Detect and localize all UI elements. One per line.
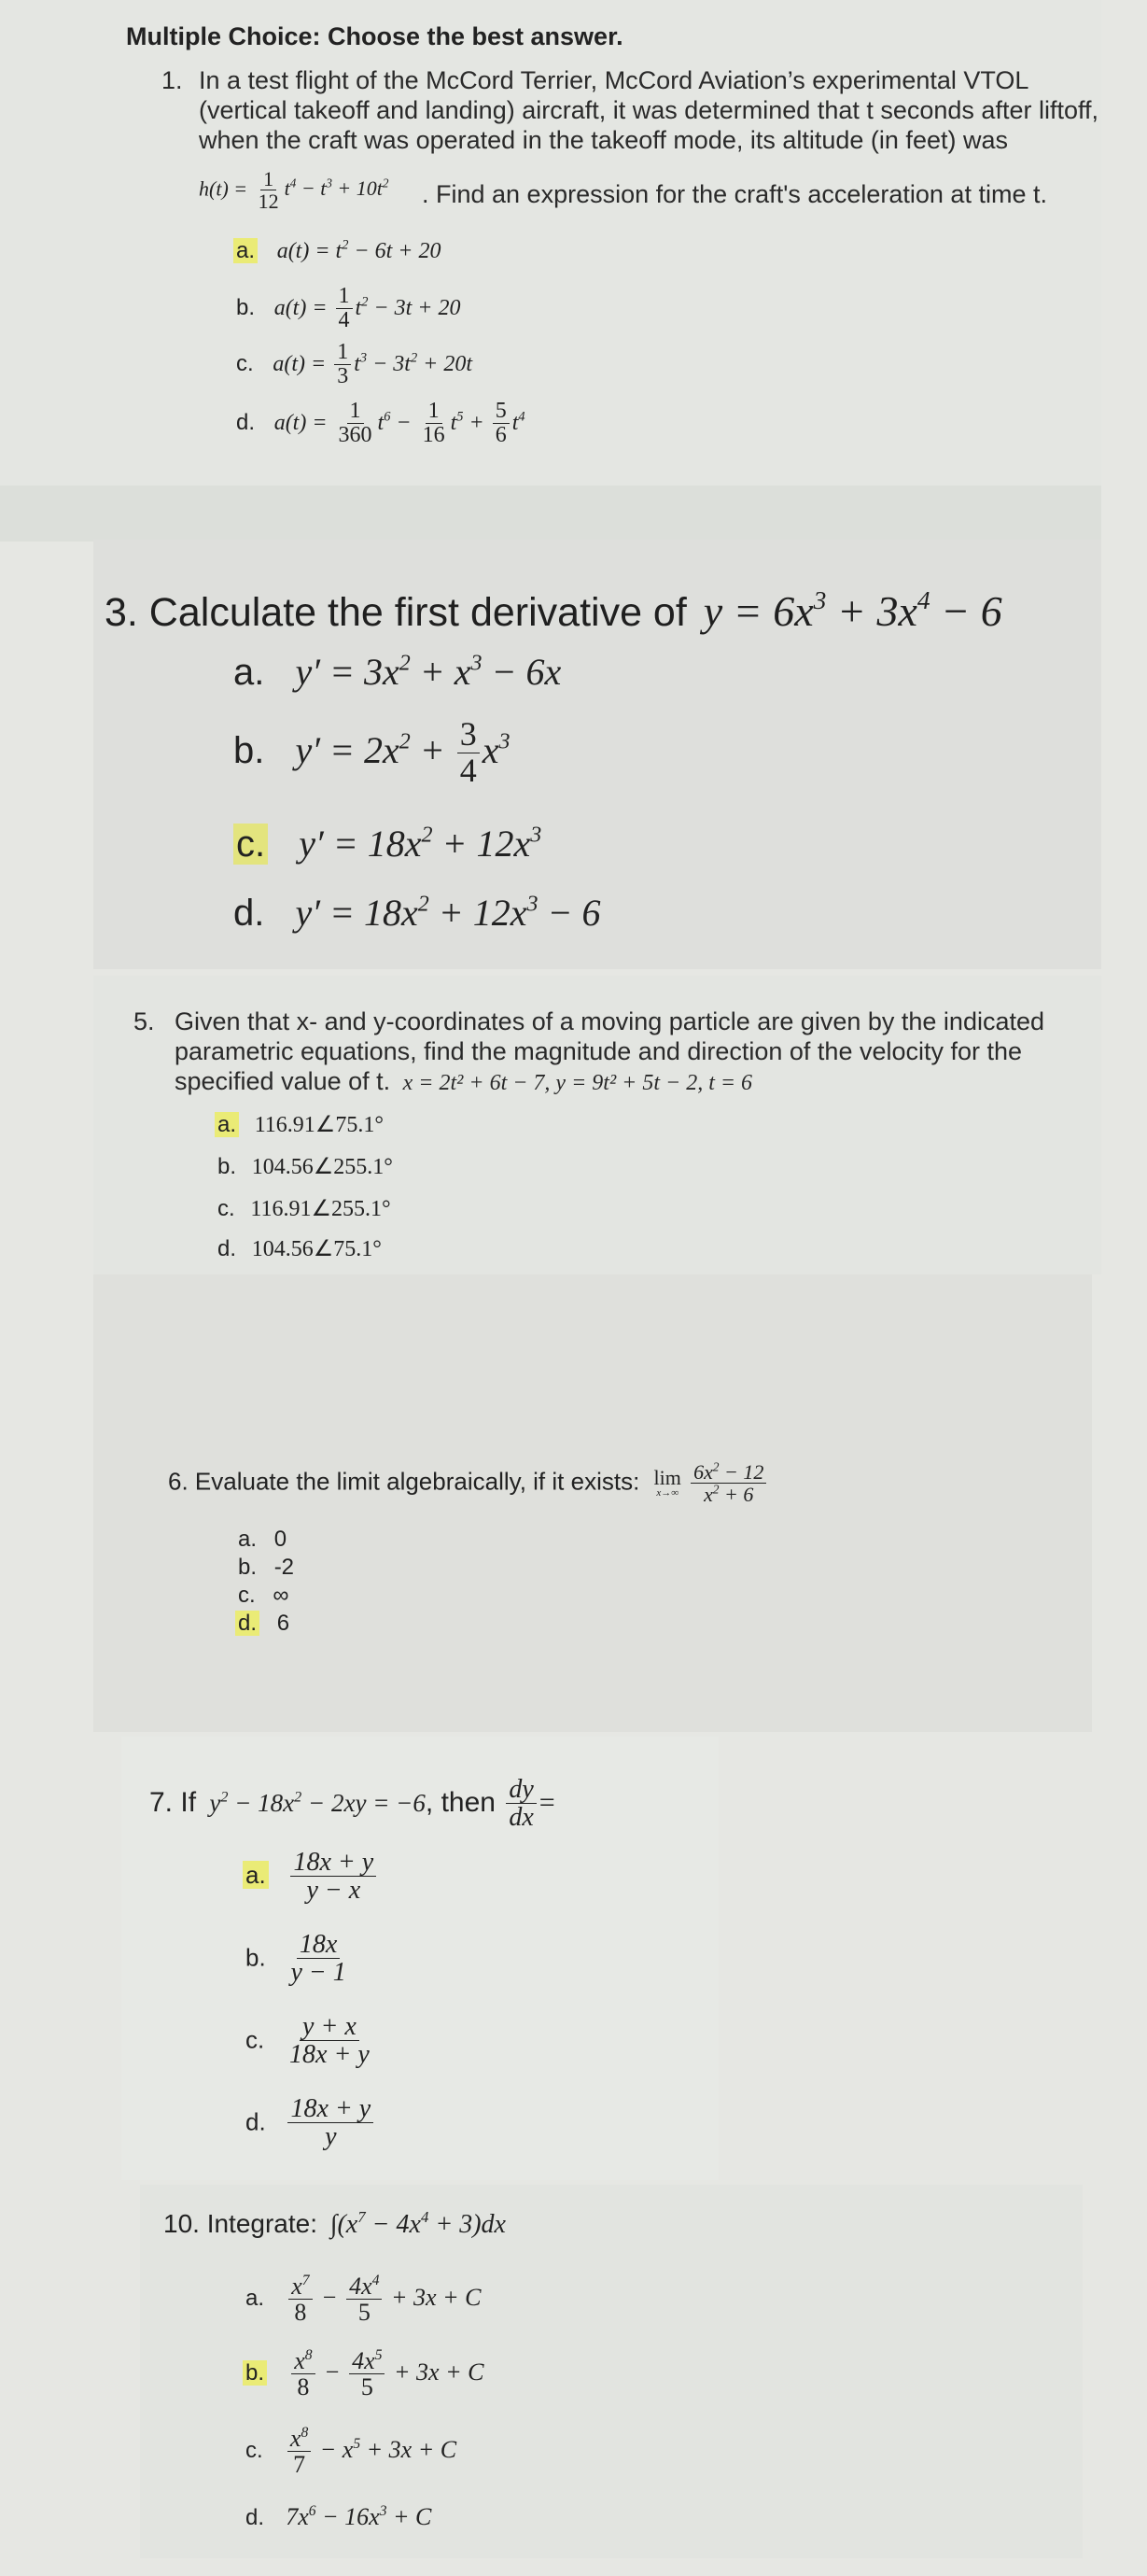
question-1-divider-panel <box>0 486 1101 542</box>
q5-option-b[interactable]: b. 104.56∠255.1° <box>217 1154 393 1179</box>
q7-option-b[interactable]: b. $\frac{18x}{y - 1}$ <box>245 1930 346 1988</box>
q3-option-a[interactable]: a. $y' = 3x^2 + x^3 - 6x$ <box>233 651 562 693</box>
q5-option-d[interactable]: d. 104.56∠75.1° <box>217 1236 382 1261</box>
q1-text-line-2: (vertical takeoff and landing) aircraft, it was determined that t seconds after liftoff, <box>199 96 1098 124</box>
q7-question-text: 7. If $y^2 - 18x^2 - 2xy = -6$, then $\frac{dy}{dx}$ = <box>149 1775 555 1833</box>
q7-option-c[interactable]: c. $\frac{y + x}{18x + y}$ <box>245 2012 370 2070</box>
q1-option-d[interactable]: d. a(t) = $\frac{1}{360}$ $t^6$ − $\frac{1}{16}$ $t^5$ + $\frac{5}{6}$ $t^4$ <box>236 399 525 448</box>
q10-option-c[interactable]: c. $\frac{x^8}{7}$ − $x^5 + 3x + C$ <box>245 2424 457 2479</box>
q7-option-d[interactable]: d. $\frac{18x + y}{y}$ <box>245 2095 376 2151</box>
q6-option-a[interactable]: a. 0 <box>238 1527 287 1552</box>
q5-text-line-2: parametric equations, find the magnitude and direction of the velocity for the <box>175 1037 1023 1065</box>
q7-option-a[interactable]: a. $\frac{18x + y}{y - x}$ <box>243 1849 379 1905</box>
question-10-panel <box>140 2185 1083 2558</box>
q10-option-b[interactable]: b. $\frac{x^8}{8}$ − $\frac{4x^5}{5}$ + 3x + C <box>243 2348 483 2400</box>
q1-number: 1. <box>161 66 183 94</box>
q3-option-b[interactable]: b. $y' = 2x^2$ + $\frac{3}{4}$ $x^3$ <box>233 715 511 789</box>
q1-text-line-3: when the craft was operated in the takeoff mode, its altitude (in feet) was <box>199 126 1008 154</box>
question-1-panel <box>0 0 1101 532</box>
q6-question-text: 6. Evaluate the limit algebraically, if it exists: lim x→∞ $\frac{6x^2 - 12}{x^2 + 6}$ <box>168 1461 769 1505</box>
q1-text-line-4: . Find an expression for the craft's acceleration at time t. <box>422 180 1047 208</box>
q10-question-text: 10. Integrate: $\int(x^7 - 4x^4 + 3)dx$ <box>163 2208 506 2239</box>
q6-option-d[interactable]: d. 6 <box>235 1611 289 1637</box>
q5-option-a[interactable]: a. 116.91∠75.1° <box>215 1111 384 1138</box>
q3-question-text: 3. Calculate the first derivative of $y = 6x^3 + 3x^4 - 6$ <box>105 585 1002 635</box>
q5-text-line-3: specified value of t. x = 2t² + 6t − 7, y = 9t² + 5t − 2, t = 6 <box>175 1067 753 1095</box>
q3-option-c[interactable]: c. $y' = 18x^2 + 12x^3$ <box>233 822 541 866</box>
question-7-panel <box>121 1737 719 2180</box>
q3-option-d[interactable]: d. $y' = 18x^2 + 12x^3 - 6$ <box>233 892 601 934</box>
q1-altitude-formula: h(t) = $\frac{1}{12}$ $t^4 - t^3 + 10t^2$ <box>199 167 389 214</box>
question-3-panel <box>93 540 1101 969</box>
q5-option-c[interactable]: c. 116.91∠255.1° <box>217 1196 391 1221</box>
question-5-panel <box>93 976 1101 1274</box>
q10-option-a[interactable]: a. $\frac{x^7}{8}$ − $\frac{4x^4}{5}$ + 3x + C <box>245 2272 482 2327</box>
q6-option-b[interactable]: b. -2 <box>238 1555 295 1580</box>
q1-option-c[interactable]: c. a(t) = $\frac{1}{3}$ $t^3 - 3t^2 + 20t$ <box>236 340 473 389</box>
q5-number: 5. <box>133 1007 155 1035</box>
q1-option-b[interactable]: b. a(t) = $\frac{1}{4}$ $t^2 - 3t + 20$ <box>236 284 461 333</box>
q10-option-d[interactable]: d. $7x^6 - 16x^3 + C$ <box>245 2502 432 2530</box>
q6-option-c[interactable]: c. ∞ <box>238 1583 289 1608</box>
instructions-heading: Multiple Choice: Choose the best answer. <box>126 22 623 50</box>
q1-text-line-1: In a test flight of the McCord Terrier, McCord Aviation’s experimental VTOL <box>199 66 1029 94</box>
q5-text-line-1: Given that x- and y-coordinates of a moving particle are given by the indicated <box>175 1007 1045 1035</box>
q1-option-a[interactable]: a. $a(t) = t^2 - 6t + 20$ <box>233 238 441 264</box>
question-6-panel <box>93 1274 1092 1732</box>
